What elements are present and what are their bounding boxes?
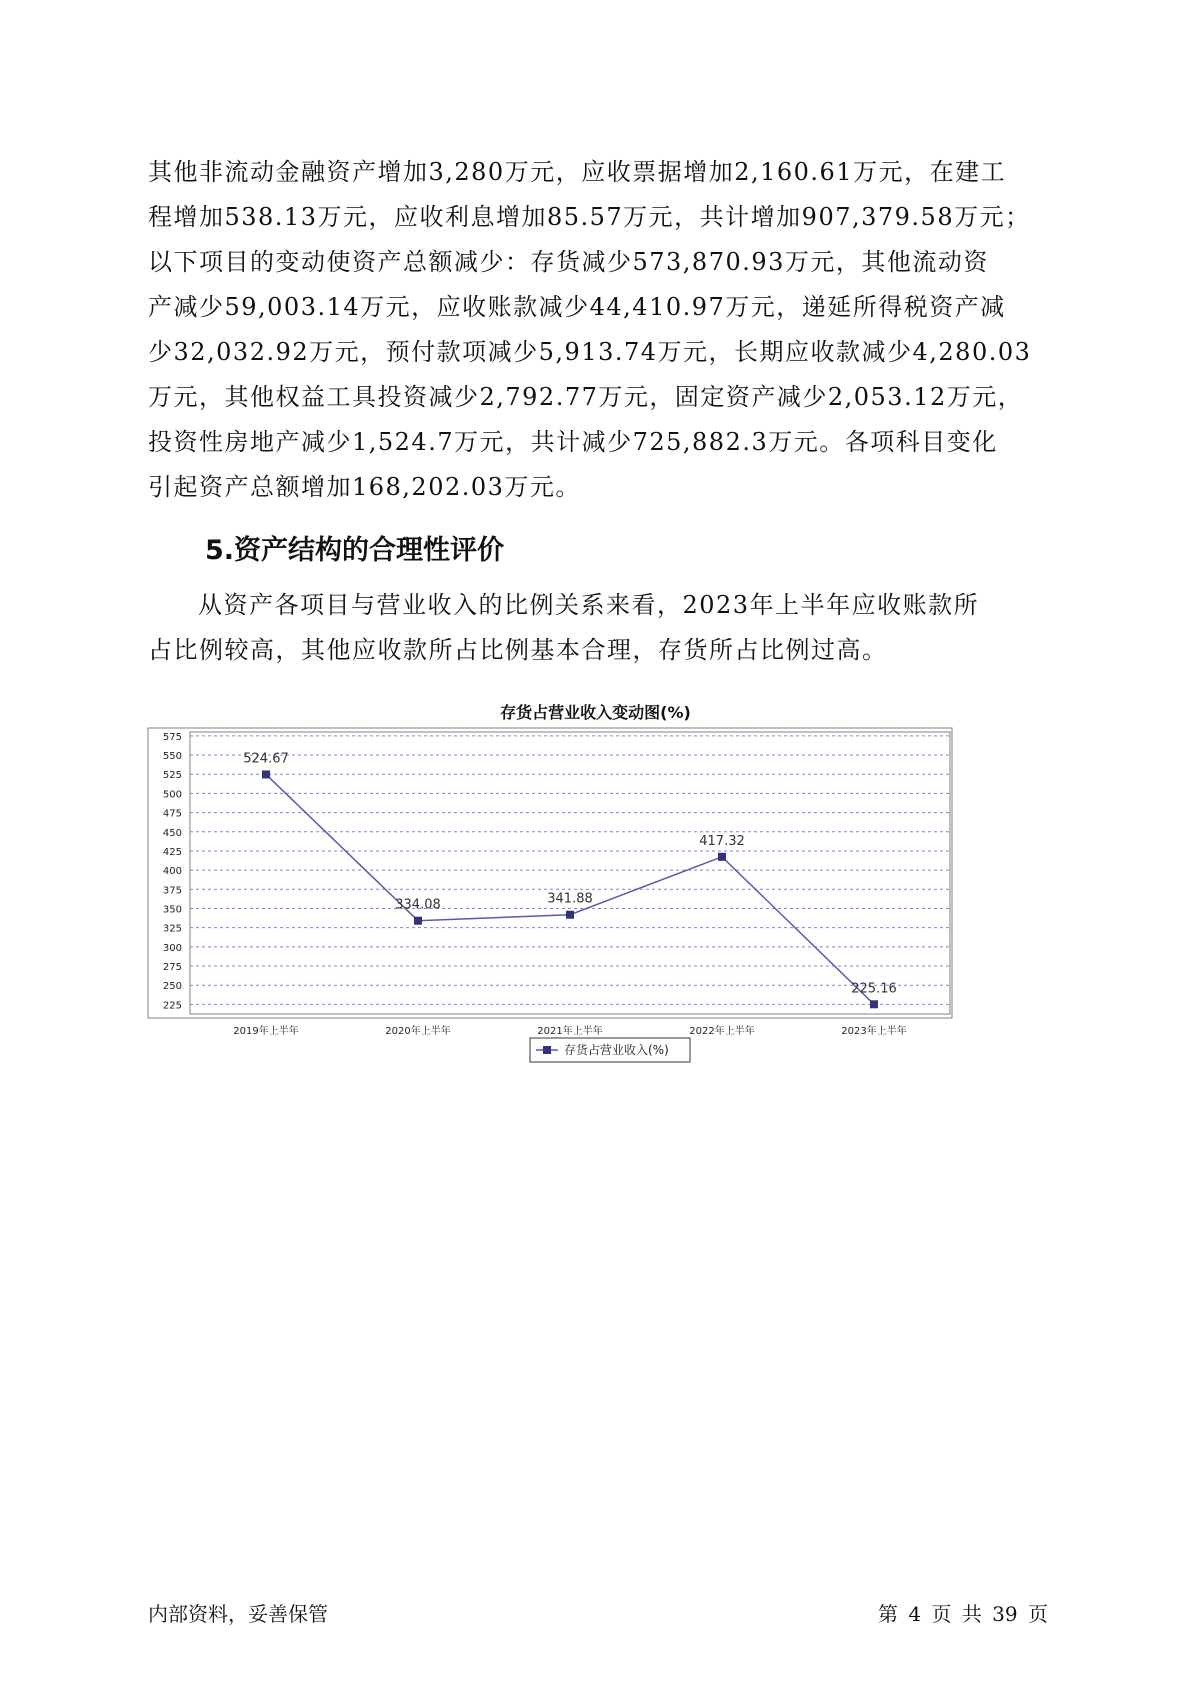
y-tick-label: 525: [162, 770, 182, 782]
data-label: 334.08: [395, 897, 441, 913]
data-label: 417.32: [699, 833, 745, 849]
data-point: [566, 911, 574, 919]
x-tick-label: 2023年上半年: [841, 1026, 907, 1037]
footer-confidential: 内部资料，妥善保管: [148, 1602, 328, 1626]
data-label: 341.88: [547, 891, 593, 907]
text-line: 以下项目的变动使资产总额减少：存货减少573,870.93万元，其他流动资: [148, 248, 989, 276]
y-tick-label: 425: [162, 846, 182, 858]
y-tick-label: 250: [162, 981, 182, 993]
text-line: 从资产各项目与营业收入的比例关系来看，2023年上半年应收账款所: [198, 591, 980, 619]
y-tick-label: 225: [162, 1000, 182, 1012]
x-tick-label: 2019年上半年: [233, 1026, 299, 1037]
y-tick-label: 350: [162, 904, 182, 916]
paragraph-asset-structure: [148, 583, 1048, 673]
chart-svg: [0, 690, 1191, 1160]
chart-title: 存货占营业收入变动图(%): [500, 703, 691, 722]
legend-marker: [543, 1046, 551, 1054]
text-line: 万元，其他权益工具投资减少2,792.77万元，固定资产减少2,053.12万元，: [148, 383, 1024, 411]
footer-page-number: 第 4 页 共 39 页: [878, 1602, 1048, 1626]
inventory-ratio-chart: [0, 690, 1191, 1160]
y-tick-label: 400: [162, 866, 182, 878]
text-line: 程增加538.13万元，应收利息增加85.57万元，共计增加907,379.58万元；: [148, 203, 1031, 231]
text-line: 其他非流动金融资产增加3,280万元，应收票据增加2,160.61万元，在建工: [148, 158, 1007, 186]
y-tick-label: 475: [162, 808, 182, 820]
section-heading: 5.资产结构的合理性评价: [205, 535, 505, 566]
x-tick-label: 2022年上半年: [689, 1026, 755, 1037]
y-tick-label: 575: [162, 731, 182, 743]
y-tick-label: 325: [162, 923, 182, 935]
data-point: [870, 1000, 878, 1008]
y-tick-label: 550: [162, 751, 182, 763]
data-point: [718, 853, 726, 861]
y-tick-label: 275: [162, 962, 182, 974]
paragraph-asset-changes: [148, 150, 1048, 510]
data-point: [262, 770, 270, 778]
x-tick-label: 2020年上半年: [385, 1026, 451, 1037]
y-tick-label: 450: [162, 827, 182, 839]
x-tick-label: 2021年上半年: [537, 1026, 603, 1037]
data-point: [414, 917, 422, 925]
text-line: 少32,032.92万元，预付款项减少5,913.74万元，长期应收款减少4,280.03: [148, 338, 1032, 366]
data-label: 524.67: [243, 751, 289, 767]
legend-label: 存货占营业收入(%): [564, 1043, 669, 1057]
text-line: 引起资产总额增加168,202.03万元。: [148, 473, 581, 501]
text-line: 投资性房地产减少1,524.7万元，共计减少725,882.3万元。各项科目变化: [148, 428, 998, 456]
text-line: 占比例较高，其他应收款所占比例基本合理，存货所占比例过高。: [148, 636, 888, 664]
y-tick-label: 500: [162, 789, 182, 801]
text-line: 产减少59,003.14万元，应收账款减少44,410.97万元，递延所得税资产减: [148, 293, 1006, 321]
y-tick-label: 375: [162, 885, 182, 897]
data-label: 225.16: [851, 981, 897, 997]
y-tick-label: 300: [162, 942, 182, 954]
